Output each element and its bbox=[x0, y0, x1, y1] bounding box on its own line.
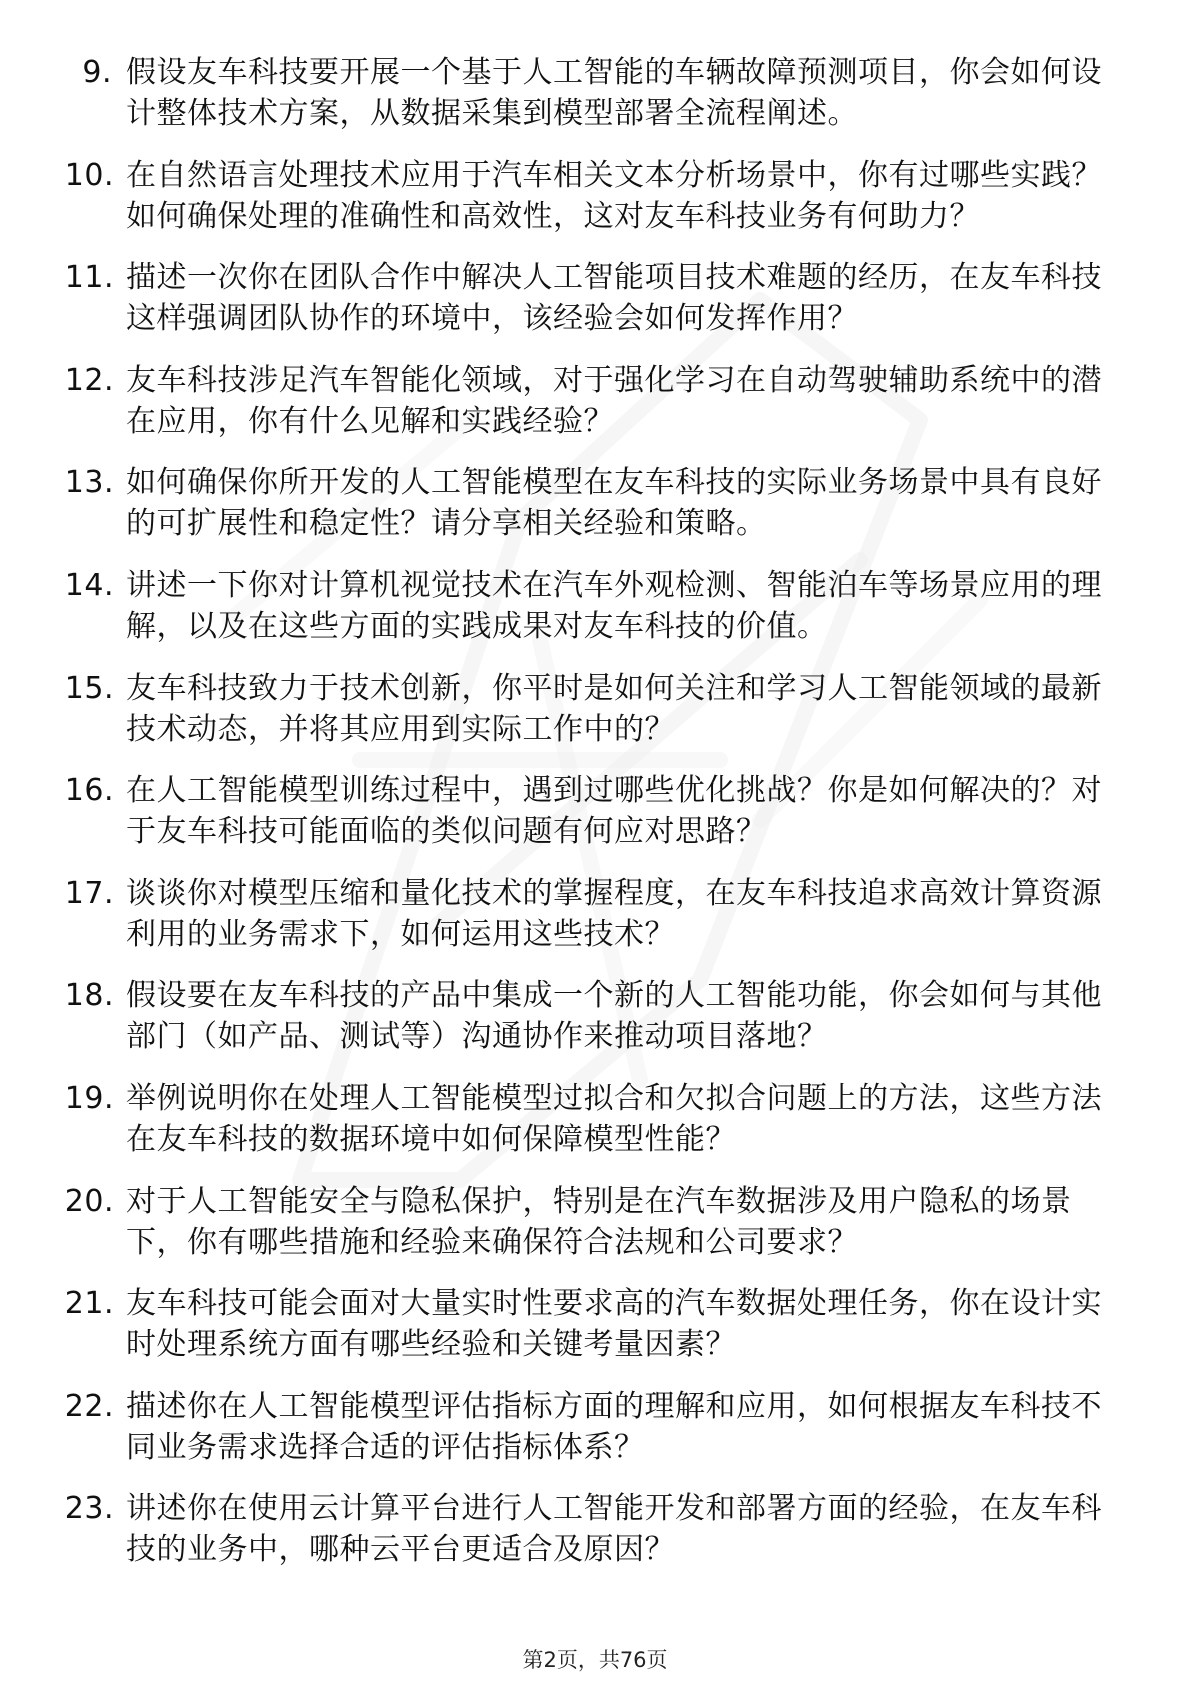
question-number: 13. bbox=[64, 465, 114, 501]
question-item bbox=[60, 1488, 1120, 1570]
question-item bbox=[60, 565, 1120, 647]
question-text: 如何确保你所开发的人工智能模型在友车科技的实际业务场景中具有良好的可扩展性和稳定性？请分享相关经验和策略。 bbox=[126, 465, 1102, 542]
question-text: 讲述你在使用云计算平台进行人工智能开发和部署方面的经验，在友车科技的业务中，哪种云平台更适合及原因？ bbox=[126, 1491, 1102, 1568]
question-text: 描述你在人工智能模型评估指标方面的理解和应用，如何根据友车科技不同业务需求选择合适的评估指标体系？ bbox=[126, 1388, 1102, 1465]
question-item bbox=[60, 975, 1120, 1057]
question-item bbox=[60, 462, 1120, 544]
question-text: 举例说明你在处理人工智能模型过拟合和欠拟合问题上的方法，这些方法在友车科技的数据环境中如何保障模型性能？ bbox=[126, 1080, 1102, 1157]
question-number: 14. bbox=[64, 567, 114, 603]
question-number: 19. bbox=[64, 1080, 114, 1116]
question-text: 在自然语言处理技术应用于汽车相关文本分析场景中，你有过哪些实践？如何确保处理的准确性和高效性，这对友车科技业务有何助力？ bbox=[126, 157, 1102, 234]
question-item bbox=[60, 668, 1120, 750]
question-item bbox=[60, 1181, 1120, 1263]
question-number: 16. bbox=[64, 773, 114, 809]
question-text: 假设友车科技要开展一个基于人工智能的车辆故障预测项目，你会如何设计整体技术方案，从数据采集到模型部署全流程阐述。 bbox=[126, 55, 1102, 131]
question-number: 11. bbox=[64, 260, 114, 296]
question-text: 友车科技致力于技术创新，你平时是如何关注和学习人工智能领域的最新技术动态，并将其应用到实际工作中的？ bbox=[126, 670, 1102, 747]
question-number: 10. bbox=[64, 157, 114, 193]
question-text: 对于人工智能安全与隐私保护，特别是在汽车数据涉及用户隐私的场景下，你有哪些措施和经验来确保符合法规和公司要求？ bbox=[126, 1183, 1072, 1260]
question-number: 21. bbox=[64, 1286, 114, 1322]
question-item bbox=[60, 770, 1120, 852]
page-footer: 第2页，共76页 bbox=[522, 1648, 668, 1672]
question-item bbox=[60, 873, 1120, 955]
question-number: 22. bbox=[64, 1388, 114, 1424]
question-number: 12. bbox=[64, 362, 114, 398]
question-text: 在人工智能模型训练过程中，遇到过哪些优化挑战？你是如何解决的？对于友车科技可能面临的类似问题有何应对思路？ bbox=[126, 773, 1102, 850]
question-item bbox=[60, 1078, 1120, 1160]
question-item bbox=[60, 1283, 1120, 1365]
question-text: 谈谈你对模型压缩和量化技术的掌握程度，在友车科技追求高效计算资源利用的业务需求下，如何运用这些技术？ bbox=[126, 875, 1102, 952]
question-number: 20. bbox=[64, 1183, 114, 1219]
question-text: 友车科技涉足汽车智能化领域，对于强化学习在自动驾驶辅助系统中的潜在应用，你有什么见解和实践经验？ bbox=[126, 362, 1102, 439]
question-text: 友车科技可能会面对大量实时性要求高的汽车数据处理任务，你在设计实时处理系统方面有哪些经验和关键考量因素？ bbox=[126, 1286, 1102, 1363]
question-text: 讲述一下你对计算机视觉技术在汽车外观检测、智能泊车等场景应用的理解，以及在这些方面的实践成果对友车科技的价值。 bbox=[126, 567, 1102, 644]
question-item bbox=[60, 52, 1120, 134]
question-number: 23. bbox=[64, 1491, 114, 1527]
question-number: 9. bbox=[82, 55, 112, 90]
question-item bbox=[60, 360, 1120, 442]
question-item bbox=[60, 1386, 1120, 1468]
question-number: 18. bbox=[64, 978, 114, 1014]
question-number: 15. bbox=[64, 670, 114, 706]
question-text: 假设要在友车科技的产品中集成一个新的人工智能功能，你会如何与其他部门（如产品、测试等）沟通协作来推动项目落地？ bbox=[126, 978, 1102, 1055]
question-number: 17. bbox=[64, 875, 114, 911]
question-list bbox=[60, 52, 1120, 1591]
question-item bbox=[60, 257, 1120, 339]
question-item bbox=[60, 155, 1120, 237]
question-text: 描述一次你在团队合作中解决人工智能项目技术难题的经历，在友车科技这样强调团队协作的环境中，该经验会如何发挥作用？ bbox=[126, 260, 1102, 337]
